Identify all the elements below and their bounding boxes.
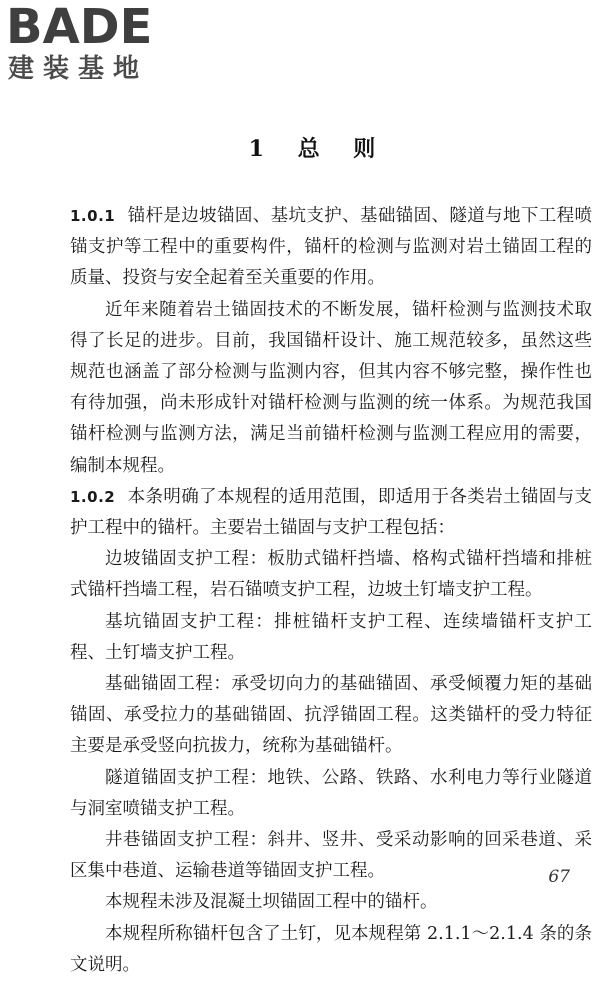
- publisher-logo: [6, 2, 174, 88]
- page-number: 67: [548, 867, 570, 887]
- clause-1-0-1-paragraph-2: 近年来随着岩土锚固技术的不断发展，锚杆检测与监测技术取得了长足的进步。目前，我国锚杆设计、施工规范较多，虽然这些规范也涵盖了部分检测与监测内容，但其内容不够完整，操作性也有待加强，尚未形成针对锚杆检测与监测的统一体系。为规范我国锚杆检测与监测方法，满足当前锚杆检测与监测工程应用的需要，编制本规程。: [70, 299, 592, 476]
- clause-number: 1.0.2: [70, 487, 116, 506]
- chapter-title: 1 总 则: [248, 136, 376, 162]
- clause-text: 本条明确了本规程的适用范围，即适用于各类岩土锚固与支护工程中的锚杆。主要岩土锚固与支护工程包括：: [70, 486, 592, 539]
- clause-1-0-2-paragraph-3: 基坑锚固支护工程：排桩锚杆支护工程、连续墙锚杆支护工程、土钉墙支护工程。: [70, 611, 592, 663]
- document-body: [70, 201, 592, 981]
- clause-1-0-2-paragraph-5: 隧道锚固支护工程：地铁、公路、铁路、水利电力等行业隧道与洞室喷锚支护工程。: [70, 767, 592, 819]
- clause-text: 锚杆是边坡锚固、基坑支护、基础锚固、隧道与地下工程喷锚支护等工程中的重要构件，锚杆的检测与监测对岩土锚固工程的质量、投资与安全起着至关重要的作用。: [70, 206, 592, 289]
- clause-1-0-2-paragraph-7: 本规程未涉及混凝土坝锚固工程中的锚杆。: [105, 892, 438, 913]
- clause-1-0-2-paragraph-6: 井巷锚固支护工程：斜井、竖井、受采动影响的回采巷道、采区集中巷道、运输巷道等锚固支护工程。: [70, 830, 592, 882]
- clause-1-0-1-paragraph-1: [70, 201, 592, 295]
- clause-1-0-2-paragraph-4: 基础锚固工程：承受切向力的基础锚固、承受倾覆力矩的基础锚固、承受拉力的基础锚固、抗浮锚固工程。这类锚杆的受力特征主要是承受竖向抗拔力，统称为基础锚杆。: [70, 674, 592, 757]
- logo-wordmark: BADE: [6, 0, 153, 55]
- clause-1-0-2-paragraph-8: 本规程所称锚杆包含了土钉，见本规程第 2.1.1～2.1.4 条的条文说明。: [70, 923, 592, 975]
- clause-1-0-2-paragraph-2: 边坡锚固支护工程：板肋式锚杆挡墙、格构式锚杆挡墙和排桩式锚杆挡墙工程，岩石锚喷支护工程，边坡土钉墙支护工程。: [70, 549, 592, 601]
- clause-1-0-2-paragraph-1: [70, 482, 592, 544]
- clause-number: 1.0.1: [70, 207, 116, 225]
- logo-subtitle: 建装基地: [8, 54, 149, 84]
